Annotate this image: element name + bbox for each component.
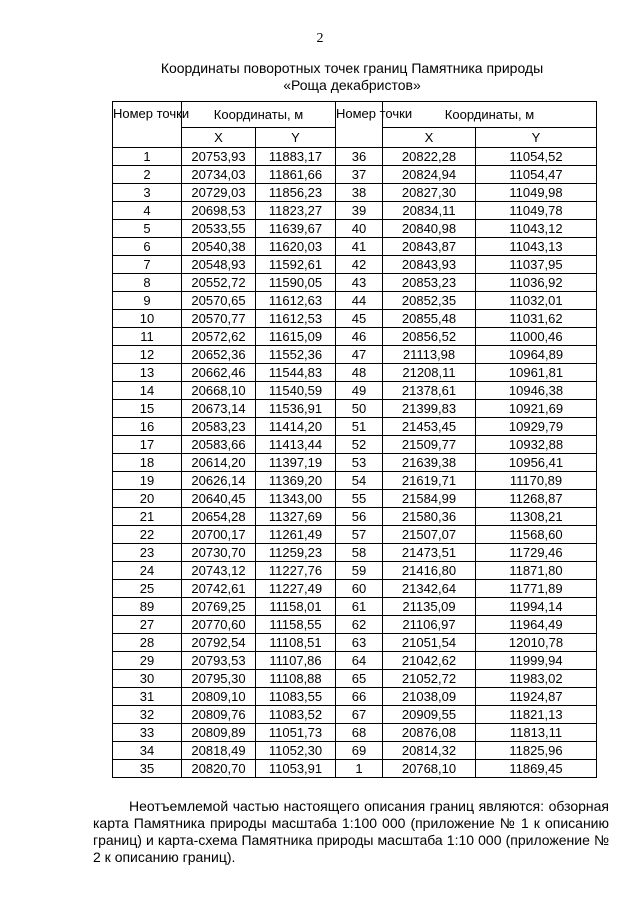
right-y-value: 11729,46 (476, 544, 597, 562)
right-point-number: 49 (336, 382, 383, 400)
left-y-value: 11620,03 (256, 238, 336, 256)
left-x-value: 20570,77 (182, 310, 256, 328)
table-row (113, 634, 597, 652)
right-y-value: 11054,47 (476, 166, 597, 184)
header-point-number-left: Номер точки (113, 102, 182, 148)
right-x-value: 20856,52 (383, 328, 476, 346)
right-point-number: 66 (336, 688, 383, 706)
right-point-number: 42 (336, 256, 383, 274)
table-row (113, 706, 597, 724)
left-x-value: 20809,10 (182, 688, 256, 706)
table-row (113, 166, 597, 184)
left-point-number: 4 (113, 202, 182, 220)
left-point-number: 29 (113, 652, 182, 670)
left-point-number: 27 (113, 616, 182, 634)
table-row (113, 328, 597, 346)
right-y-value: 11871,80 (476, 562, 597, 580)
left-point-number: 1 (113, 148, 182, 166)
right-x-value: 20834,11 (383, 202, 476, 220)
right-x-value: 21378,61 (383, 382, 476, 400)
table-row (113, 418, 597, 436)
table-row (113, 364, 597, 382)
right-point-number: 44 (336, 292, 383, 310)
right-y-value: 12010,78 (476, 634, 597, 652)
right-y-value: 11568,60 (476, 526, 597, 544)
right-point-number: 56 (336, 508, 383, 526)
table-row (113, 544, 597, 562)
table-row (113, 652, 597, 670)
right-point-number: 64 (336, 652, 383, 670)
left-point-number: 30 (113, 670, 182, 688)
right-point-number: 57 (336, 526, 383, 544)
left-point-number: 23 (113, 544, 182, 562)
left-x-value: 20730,70 (182, 544, 256, 562)
right-point-number: 48 (336, 364, 383, 382)
table-row (113, 274, 597, 292)
left-point-number: 24 (113, 562, 182, 580)
left-y-value: 11083,52 (256, 706, 336, 724)
table-row (113, 562, 597, 580)
right-point-number: 41 (336, 238, 383, 256)
right-y-value: 11049,98 (476, 184, 597, 202)
left-x-value: 20654,28 (182, 508, 256, 526)
left-y-value: 11413,44 (256, 436, 336, 454)
table-row (113, 616, 597, 634)
table-row (113, 220, 597, 238)
right-point-number: 68 (336, 724, 383, 742)
left-x-value: 20662,46 (182, 364, 256, 382)
left-x-value: 20614,20 (182, 454, 256, 472)
left-x-value: 20729,03 (182, 184, 256, 202)
right-point-number: 47 (336, 346, 383, 364)
header-y-right: Y (476, 128, 597, 148)
left-x-value: 20640,45 (182, 490, 256, 508)
left-x-value: 20652,36 (182, 346, 256, 364)
left-x-value: 20583,23 (182, 418, 256, 436)
right-x-value: 21208,11 (383, 364, 476, 382)
header-y-left: Y (256, 128, 336, 148)
table-row (113, 580, 597, 598)
table-row (113, 292, 597, 310)
right-x-value: 20843,93 (383, 256, 476, 274)
left-y-value: 11612,53 (256, 310, 336, 328)
left-x-value: 20673,14 (182, 400, 256, 418)
table-row (113, 454, 597, 472)
right-y-value: 11771,89 (476, 580, 597, 598)
left-point-number: 22 (113, 526, 182, 544)
header-point-number-right: Номер точки (336, 102, 383, 148)
left-y-value: 11107,86 (256, 652, 336, 670)
right-y-value: 11170,89 (476, 472, 597, 490)
right-point-number: 46 (336, 328, 383, 346)
table-row (113, 184, 597, 202)
table-row (113, 400, 597, 418)
left-y-value: 11861,66 (256, 166, 336, 184)
right-y-value: 11813,11 (476, 724, 597, 742)
right-x-value: 21052,72 (383, 670, 476, 688)
right-x-value: 21639,38 (383, 454, 476, 472)
right-x-value: 21619,71 (383, 472, 476, 490)
right-point-number: 40 (336, 220, 383, 238)
right-y-value: 11049,78 (476, 202, 597, 220)
left-point-number: 33 (113, 724, 182, 742)
left-y-value: 11369,20 (256, 472, 336, 490)
left-y-value: 11592,61 (256, 256, 336, 274)
table-row (113, 148, 597, 166)
left-point-number: 18 (113, 454, 182, 472)
left-y-value: 11397,19 (256, 454, 336, 472)
left-point-number: 3 (113, 184, 182, 202)
left-y-value: 11552,36 (256, 346, 336, 364)
table-row (113, 742, 597, 760)
left-x-value: 20698,53 (182, 202, 256, 220)
right-x-value: 21106,97 (383, 616, 476, 634)
left-x-value: 20795,30 (182, 670, 256, 688)
left-point-number: 35 (113, 760, 182, 778)
title-line-2: «Роща декабристов» (283, 77, 421, 93)
right-point-number: 52 (336, 436, 383, 454)
left-y-value: 11590,05 (256, 274, 336, 292)
left-y-value: 11053,91 (256, 760, 336, 778)
table-row (113, 472, 597, 490)
right-point-number: 63 (336, 634, 383, 652)
page-number: 2 (316, 31, 324, 46)
left-y-value: 11414,20 (256, 418, 336, 436)
table-row (113, 724, 597, 742)
right-y-value: 11994,14 (476, 598, 597, 616)
right-x-value: 21399,83 (383, 400, 476, 418)
footer-paragraph: Неотъемлемой частью настоящего описания границ являются: обзорная карта Памятника природы масштаба 1:100 000 (приложение № 1 к описанию границ) и карта-схема Памятника природы масштаба 1:10 000 (приложение № 2 к описанию границ). (93, 798, 609, 865)
left-point-number: 20 (113, 490, 182, 508)
left-y-value: 11227,49 (256, 580, 336, 598)
left-x-value: 20809,76 (182, 706, 256, 724)
left-point-number: 16 (113, 418, 182, 436)
right-y-value: 11268,87 (476, 490, 597, 508)
left-x-value: 20770,60 (182, 616, 256, 634)
table-row (113, 598, 597, 616)
left-y-value: 11544,83 (256, 364, 336, 382)
left-point-number: 15 (113, 400, 182, 418)
left-point-number: 5 (113, 220, 182, 238)
table-row (113, 436, 597, 454)
left-x-value: 20540,38 (182, 238, 256, 256)
right-y-value: 10964,89 (476, 346, 597, 364)
right-x-value: 21051,54 (383, 634, 476, 652)
right-point-number: 55 (336, 490, 383, 508)
left-point-number: 25 (113, 580, 182, 598)
left-point-number: 8 (113, 274, 182, 292)
left-y-value: 11261,49 (256, 526, 336, 544)
left-point-number: 7 (113, 256, 182, 274)
left-x-value: 20572,62 (182, 328, 256, 346)
right-x-value: 21416,80 (383, 562, 476, 580)
right-point-number: 36 (336, 148, 383, 166)
left-y-value: 11615,09 (256, 328, 336, 346)
right-point-number: 53 (336, 454, 383, 472)
right-x-value: 20876,08 (383, 724, 476, 742)
left-x-value: 20742,61 (182, 580, 256, 598)
left-y-value: 11108,88 (256, 670, 336, 688)
left-point-number: 9 (113, 292, 182, 310)
right-point-number: 62 (336, 616, 383, 634)
right-y-value: 11031,62 (476, 310, 597, 328)
right-x-value: 20855,48 (383, 310, 476, 328)
left-x-value: 20548,93 (182, 256, 256, 274)
right-point-number: 39 (336, 202, 383, 220)
table-row (113, 508, 597, 526)
right-x-value: 21042,62 (383, 652, 476, 670)
left-point-number: 31 (113, 688, 182, 706)
right-y-value: 11821,13 (476, 706, 597, 724)
table-row (113, 490, 597, 508)
right-point-number: 37 (336, 166, 383, 184)
right-point-number: 1 (336, 760, 383, 778)
table-row (113, 670, 597, 688)
table-row (113, 238, 597, 256)
left-y-value: 11227,76 (256, 562, 336, 580)
right-x-value: 20852,35 (383, 292, 476, 310)
left-y-value: 11158,55 (256, 616, 336, 634)
left-x-value: 20552,72 (182, 274, 256, 292)
left-y-value: 11327,69 (256, 508, 336, 526)
title-line-1: Координаты поворотных точек границ Памятника природы (160, 60, 544, 76)
right-point-number: 58 (336, 544, 383, 562)
left-y-value: 11343,00 (256, 490, 336, 508)
right-point-number: 65 (336, 670, 383, 688)
left-y-value: 11051,73 (256, 724, 336, 742)
left-point-number: 12 (113, 346, 182, 364)
left-x-value: 20769,25 (182, 598, 256, 616)
header-x-right: X (383, 128, 476, 148)
right-y-value: 11032,01 (476, 292, 597, 310)
left-y-value: 11052,30 (256, 742, 336, 760)
right-x-value: 20768,10 (383, 760, 476, 778)
left-y-value: 11639,67 (256, 220, 336, 238)
left-x-value: 20700,17 (182, 526, 256, 544)
right-y-value: 11999,94 (476, 652, 597, 670)
right-y-value: 10946,38 (476, 382, 597, 400)
right-x-value: 21038,09 (383, 688, 476, 706)
left-point-number: 2 (113, 166, 182, 184)
header-x-left: X (182, 128, 256, 148)
left-point-number: 6 (113, 238, 182, 256)
right-point-number: 43 (336, 274, 383, 292)
right-point-number: 50 (336, 400, 383, 418)
left-y-value: 11856,23 (256, 184, 336, 202)
right-y-value: 11043,12 (476, 220, 597, 238)
left-point-number: 32 (113, 706, 182, 724)
right-y-value: 10956,41 (476, 454, 597, 472)
left-point-number: 21 (113, 508, 182, 526)
right-x-value: 20843,87 (383, 238, 476, 256)
right-x-value: 21580,36 (383, 508, 476, 526)
left-point-number: 17 (113, 436, 182, 454)
coordinates-table (112, 101, 597, 778)
right-y-value: 10921,69 (476, 400, 597, 418)
right-y-value: 11000,46 (476, 328, 597, 346)
right-y-value: 11983,02 (476, 670, 597, 688)
left-y-value: 11108,51 (256, 634, 336, 652)
right-x-value: 20909,55 (383, 706, 476, 724)
right-point-number: 67 (336, 706, 383, 724)
left-x-value: 20818,49 (182, 742, 256, 760)
header-coordinates-left: Координаты, м (182, 102, 336, 128)
right-y-value: 11036,92 (476, 274, 597, 292)
right-point-number: 51 (336, 418, 383, 436)
right-point-number: 45 (336, 310, 383, 328)
left-point-number: 34 (113, 742, 182, 760)
page-title (112, 60, 592, 94)
left-y-value: 11158,01 (256, 598, 336, 616)
left-x-value: 20743,12 (182, 562, 256, 580)
right-y-value: 11054,52 (476, 148, 597, 166)
right-y-value: 11825,96 (476, 742, 597, 760)
right-point-number: 69 (336, 742, 383, 760)
left-point-number: 11 (113, 328, 182, 346)
right-x-value: 20824,94 (383, 166, 476, 184)
left-point-number: 14 (113, 382, 182, 400)
right-x-value: 21453,45 (383, 418, 476, 436)
left-point-number: 13 (113, 364, 182, 382)
table-row (113, 526, 597, 544)
left-x-value: 20734,03 (182, 166, 256, 184)
left-x-value: 20533,55 (182, 220, 256, 238)
right-point-number: 61 (336, 598, 383, 616)
table-row (113, 202, 597, 220)
right-y-value: 11869,45 (476, 760, 597, 778)
left-y-value: 11540,59 (256, 382, 336, 400)
right-point-number: 54 (336, 472, 383, 490)
left-y-value: 11536,91 (256, 400, 336, 418)
right-y-value: 11308,21 (476, 508, 597, 526)
right-y-value: 11964,49 (476, 616, 597, 634)
table-row (113, 256, 597, 274)
right-y-value: 11924,87 (476, 688, 597, 706)
right-x-value: 21473,51 (383, 544, 476, 562)
right-x-value: 21113,98 (383, 346, 476, 364)
left-x-value: 20570,65 (182, 292, 256, 310)
right-x-value: 20840,98 (383, 220, 476, 238)
right-x-value: 20822,28 (383, 148, 476, 166)
left-x-value: 20809,89 (182, 724, 256, 742)
right-y-value: 11043,13 (476, 238, 597, 256)
left-y-value: 11612,63 (256, 292, 336, 310)
left-point-number: 10 (113, 310, 182, 328)
right-y-value: 10961,81 (476, 364, 597, 382)
table-row (113, 760, 597, 778)
left-x-value: 20626,14 (182, 472, 256, 490)
left-x-value: 20753,93 (182, 148, 256, 166)
left-y-value: 11823,27 (256, 202, 336, 220)
right-x-value: 20814,32 (383, 742, 476, 760)
right-x-value: 21135,09 (383, 598, 476, 616)
right-x-value: 20827,30 (383, 184, 476, 202)
left-x-value: 20668,10 (182, 382, 256, 400)
right-x-value: 21509,77 (383, 436, 476, 454)
right-point-number: 59 (336, 562, 383, 580)
header-coordinates-right: Координаты, м (383, 102, 597, 128)
right-x-value: 21507,07 (383, 526, 476, 544)
left-point-number: 28 (113, 634, 182, 652)
right-y-value: 11037,95 (476, 256, 597, 274)
right-point-number: 38 (336, 184, 383, 202)
table-row (113, 382, 597, 400)
left-y-value: 11259,23 (256, 544, 336, 562)
left-x-value: 20820,70 (182, 760, 256, 778)
right-x-value: 21342,64 (383, 580, 476, 598)
right-point-number: 60 (336, 580, 383, 598)
right-y-value: 10929,79 (476, 418, 597, 436)
table-row (113, 346, 597, 364)
left-y-value: 11083,55 (256, 688, 336, 706)
right-x-value: 20853,23 (383, 274, 476, 292)
left-x-value: 20793,53 (182, 652, 256, 670)
table-row (113, 688, 597, 706)
right-y-value: 10932,88 (476, 436, 597, 454)
left-y-value: 11883,17 (256, 148, 336, 166)
left-point-number: 89 (113, 598, 182, 616)
coordinates-table-body (113, 148, 597, 778)
right-x-value: 21584,99 (383, 490, 476, 508)
left-x-value: 20583,66 (182, 436, 256, 454)
table-row (113, 310, 597, 328)
left-point-number: 19 (113, 472, 182, 490)
left-x-value: 20792,54 (182, 634, 256, 652)
